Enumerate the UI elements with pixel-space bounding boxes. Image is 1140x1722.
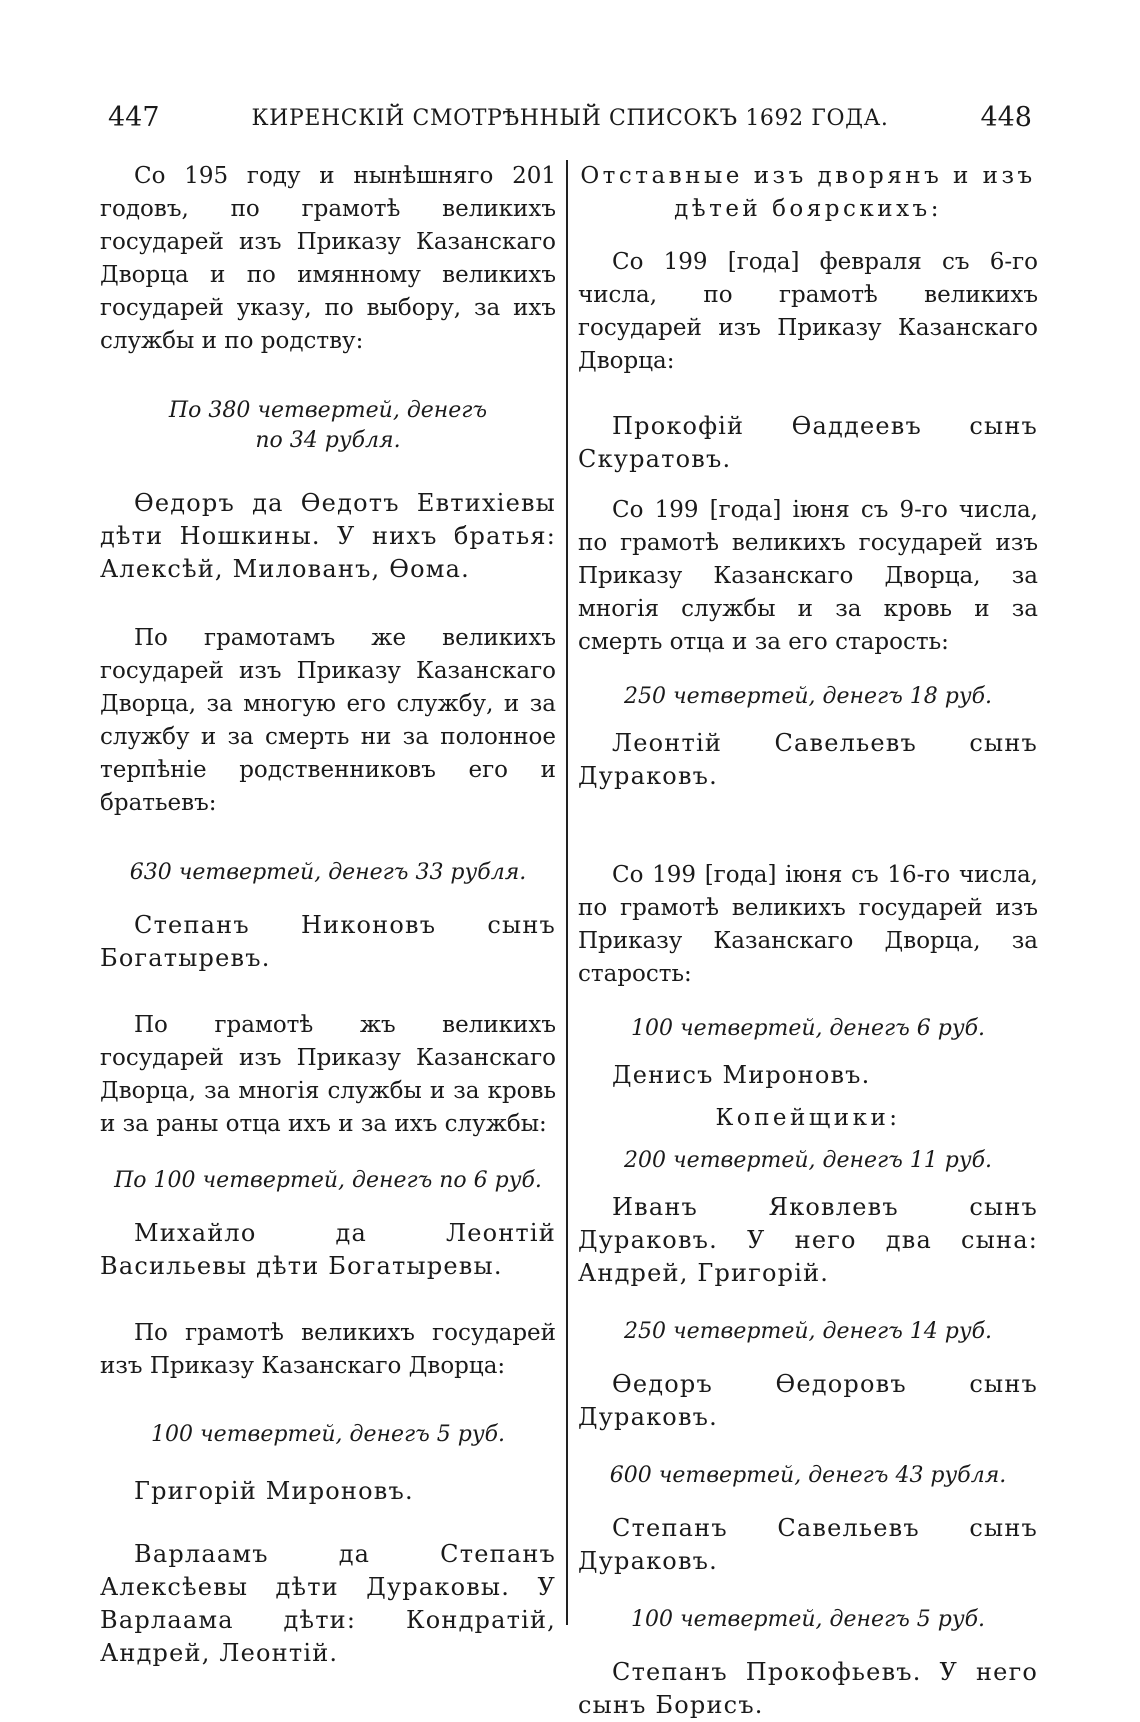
page-number-left: 447 [108, 102, 160, 133]
section-heading: Копейщики: [715, 1105, 901, 1131]
grant-line: 630 четвертей, денегъ 33 рубля. [129, 860, 527, 885]
grant-line: 250 четвертей, денегъ 14 руб. [624, 1319, 992, 1344]
person-entry: Леонтій Савельевъ сынъ Дураковъ. [578, 729, 1038, 790]
person-entry: Денисъ Мироновъ. [612, 1061, 871, 1089]
page-header [0, 102, 1140, 138]
person-entry: Варлаамъ да Степанъ Алексѣевы дѣти Дураковы. У Варлаама дѣти: Кондратій, Андрей, Леонтій. [100, 1540, 556, 1667]
person-entry: Ѳедоръ да Ѳедотъ Евтихіевы дѣти Ношкины. У нихъ братья: Алексѣй, Милованъ, Ѳома. [100, 489, 556, 583]
left-column [100, 160, 556, 1670]
person-entry: Степанъ Савельевъ сынъ Дураковъ. [578, 1514, 1038, 1575]
grant-line: По 380 четвертей, денегъ [168, 398, 488, 423]
paragraph: По грамотамъ же великихъ государей изъ Приказу Казанскаго Дворца, за многую его службу, и за службу и за смерть ни за полонное терпѣніе родственниковъ его и братьевъ: [100, 625, 556, 816]
paragraph: Со 199 [года] іюня съ 9-го числа, по грамотѣ великихъ государей изъ Приказу Казанскаго Дворца, за многія службы и за кровь и за смерть отца и за его старость: [578, 497, 1038, 655]
grant-line: 200 четвертей, денегъ 11 руб. [624, 1148, 992, 1173]
paragraph: Со 195 году и нынѣшняго 201 годовъ, по грамотѣ великихъ государей изъ Приказу Казанскаго Дворца и по имянному великихъ государей указу, по выбору, за ихъ службы и по родству: [100, 163, 556, 354]
paragraph: Со 199 [года] іюня съ 16-го числа, по грамотѣ великихъ государей изъ Приказу Казанскаго Дворца, за старость: [578, 862, 1038, 987]
section-heading: Отставные изъ дворянъ и изъ дѣтей боярскихъ: [580, 163, 1036, 222]
person-entry: Прокофій Ѳаддеевъ сынъ Скуратовъ. [578, 412, 1038, 473]
grant-line: 250 четвертей, денегъ 18 руб. [624, 684, 992, 709]
paragraph: По грамотѣ жъ великихъ государей изъ Приказу Казанскаго Дворца, за многія службы и за кровь и за раны отца ихъ и за ихъ службы: [100, 1012, 556, 1137]
person-entry: Степанъ Никоновъ сынъ Богатыревъ. [100, 911, 556, 972]
grant-line: по 34 рубля. [255, 428, 401, 453]
person-entry: Ѳедоръ Ѳедоровъ сынъ Дураковъ. [578, 1370, 1038, 1431]
page-number-right: 448 [980, 102, 1032, 133]
person-entry: Иванъ Яковлевъ сынъ Дураковъ. У него два сына: Андрей, Григорій. [578, 1193, 1038, 1287]
person-entry: Степанъ Прокофьевъ. У него сынъ Борисъ. [578, 1658, 1038, 1719]
paragraph: Со 199 [года] февраля съ 6-го числа, по грамотѣ великихъ государей изъ Приказу Казанскаго Дворца: [578, 249, 1038, 374]
paragraph: По грамотѣ великихъ государей изъ Приказу Казанскаго Дворца: [100, 1320, 556, 1379]
grant-line: По 100 четвертей, денегъ по 6 руб. [114, 1168, 542, 1193]
grant-line: 100 четвертей, денегъ 5 руб. [631, 1607, 985, 1632]
column-divider [566, 160, 568, 1625]
right-column [578, 160, 1038, 1722]
person-entry: Михайло да Леонтій Васильевы дѣти Богатыревы. [100, 1219, 556, 1280]
grant-line: 100 четвертей, денегъ 5 руб. [151, 1422, 505, 1447]
running-title: КИРЕНСКІЙ СМОТРѢННЫЙ СПИСОКЪ 1692 ГОДА. [251, 106, 889, 131]
person-entry: Григорій Мироновъ. [134, 1477, 414, 1505]
grant-line: 600 четвертей, денегъ 43 рубля. [609, 1463, 1007, 1488]
grant-line: 100 четвертей, денегъ 6 руб. [631, 1016, 985, 1041]
